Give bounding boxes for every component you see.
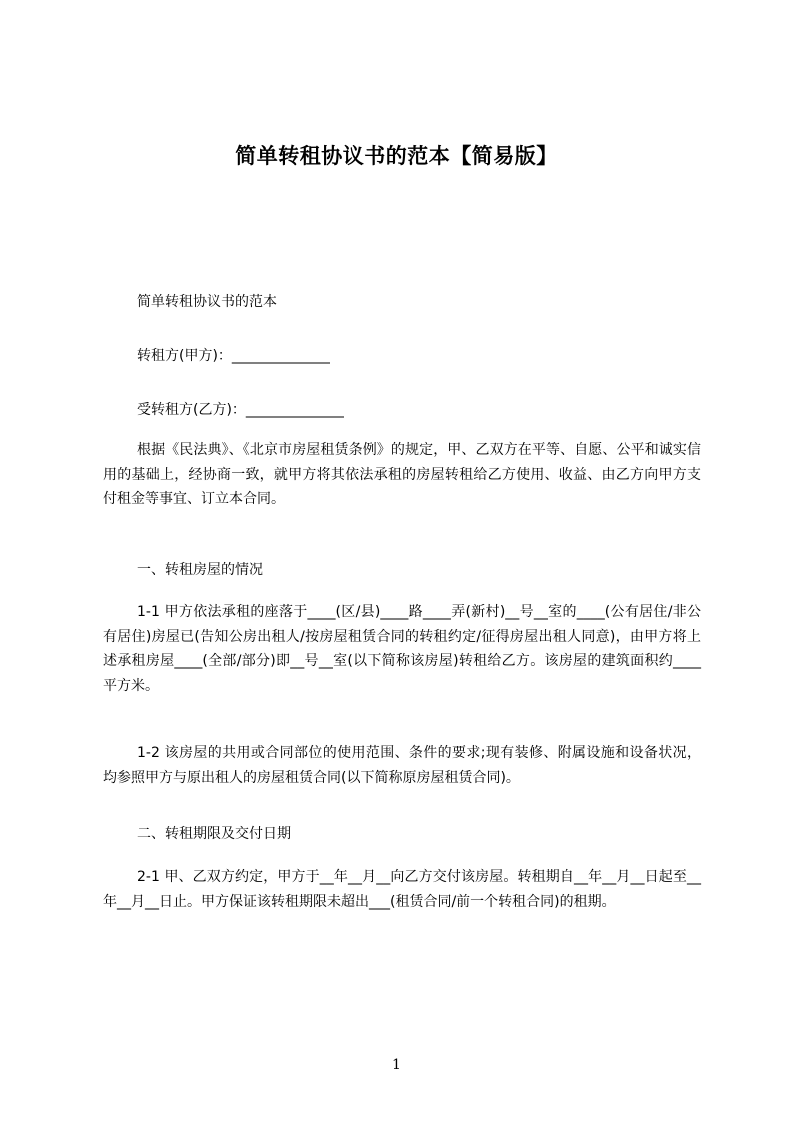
document-subtitle: 简单转租协议书的范本: [137, 294, 277, 310]
page-number: 1: [392, 1057, 401, 1073]
section-2-heading: 二、转租期限及交付日期: [137, 826, 291, 842]
party-b-line: 受转租方(乙方)：______________: [137, 402, 344, 418]
document-title: 简单转租协议书的范本【简易版】: [235, 144, 558, 168]
intro-paragraph: 根据《民法典》、《北京市房屋租赁条例》的规定，甲、乙双方在平等、自愿、公平和诚实信用的基础上，经协商一致，就甲方将其依法承租的房屋转租给乙方使用、收益、由乙方向甲方支付租金等事宜、订立本合同。: [103, 442, 701, 507]
section-1-heading: 一、转租房屋的情况: [137, 562, 263, 578]
clause-1-1: 1-1 甲方依法承租的座落于____(区/县)____路____弄(新村)__号__室的____(公有居住/非公有居住)房屋已(告知公房出租人/按房屋租赁合同的转租约定/征得房屋出租人同意)，由甲方将上述承租房屋____(全部/部分)即__号__室(以下简称该房屋)转租给乙方。该房屋的建筑面积约____平方米。: [103, 604, 701, 694]
clause-2-1: 2-1 甲、乙双方约定，甲方于__年__月__向乙方交付该房屋。转租期自__年__月__日起至__年__月__日止。甲方保证该转租期限未超出___(租赁合同/前一个转租合同)的租期。: [103, 869, 701, 910]
party-a-line: 转租方(甲方)：______________: [137, 348, 330, 364]
clause-1-2: 1-2 该房屋的共用或合同部位的使用范围、条件的要求;现有装修、附属设施和设备状况，均参照甲方与原出租人的房屋租赁合同(以下简称原房屋租赁合同)。: [103, 745, 701, 786]
